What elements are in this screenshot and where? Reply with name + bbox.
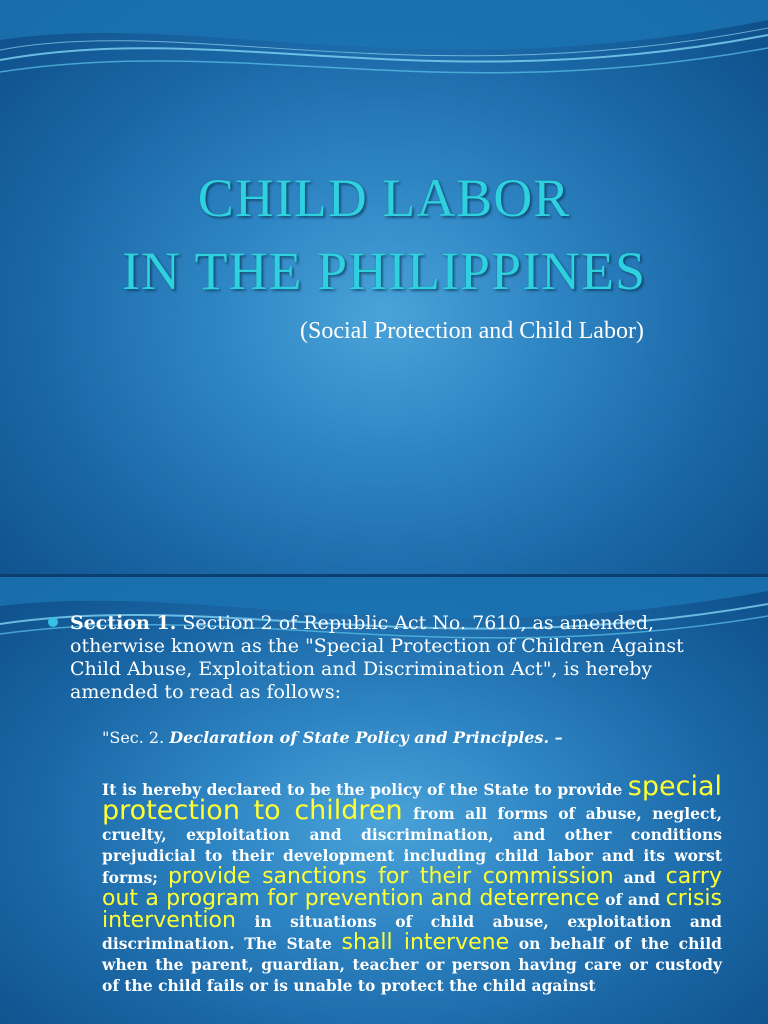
policy-text: It is hereby declared to be the policy of the State to provide <box>102 780 628 799</box>
slide-divider <box>0 574 768 577</box>
sec2-heading <box>102 728 722 747</box>
section-label: Section 1. <box>70 612 177 634</box>
policy-text: from all forms of abuse, neglect, cruelty, exploitation and discrimination, and other conditions prejudicial to their development including child labor and its worst forms; <box>102 804 722 887</box>
title-line-1: CHILD LABOR <box>197 168 571 228</box>
policy-text: in situations of child abuse, exploitation and discrimination. The State <box>102 912 722 953</box>
policy-highlight: carry out a program for prevention and deterrence <box>102 864 722 911</box>
policy-text: on behalf of the child when the parent, guardian, teacher or person having care or custody of the child fails or is unable to protect the child against <box>102 934 722 995</box>
sec2-title: Declaration of State Policy and Principles. – <box>169 728 563 747</box>
title-line-2: IN THE PHILIPPINES <box>121 241 646 301</box>
subtitle: (Social Protection and Child Labor) <box>300 318 644 344</box>
bullet-icon <box>48 617 58 627</box>
policy-highlight: special protection to children <box>102 771 722 826</box>
policy-text: of and <box>599 890 666 909</box>
policy-highlight: crisis intervention <box>102 886 722 933</box>
section-paragraph <box>70 612 720 704</box>
policy-paragraph <box>102 771 722 996</box>
sec2-prefix: "Sec. 2. <box>102 728 170 747</box>
wave-decoration <box>0 0 768 110</box>
policy-text: and <box>613 868 666 887</box>
section-text: Section 2 of Republic Act No. 7610, as amended, otherwise known as the "Special Protection of Children Against Child Abuse, Exploitation and Discrimination Act", is hereby amended to read as follows: <box>70 612 684 703</box>
policy-highlight: shall intervene <box>341 930 510 955</box>
policy-highlight: provide sanctions for their commission <box>167 864 614 889</box>
